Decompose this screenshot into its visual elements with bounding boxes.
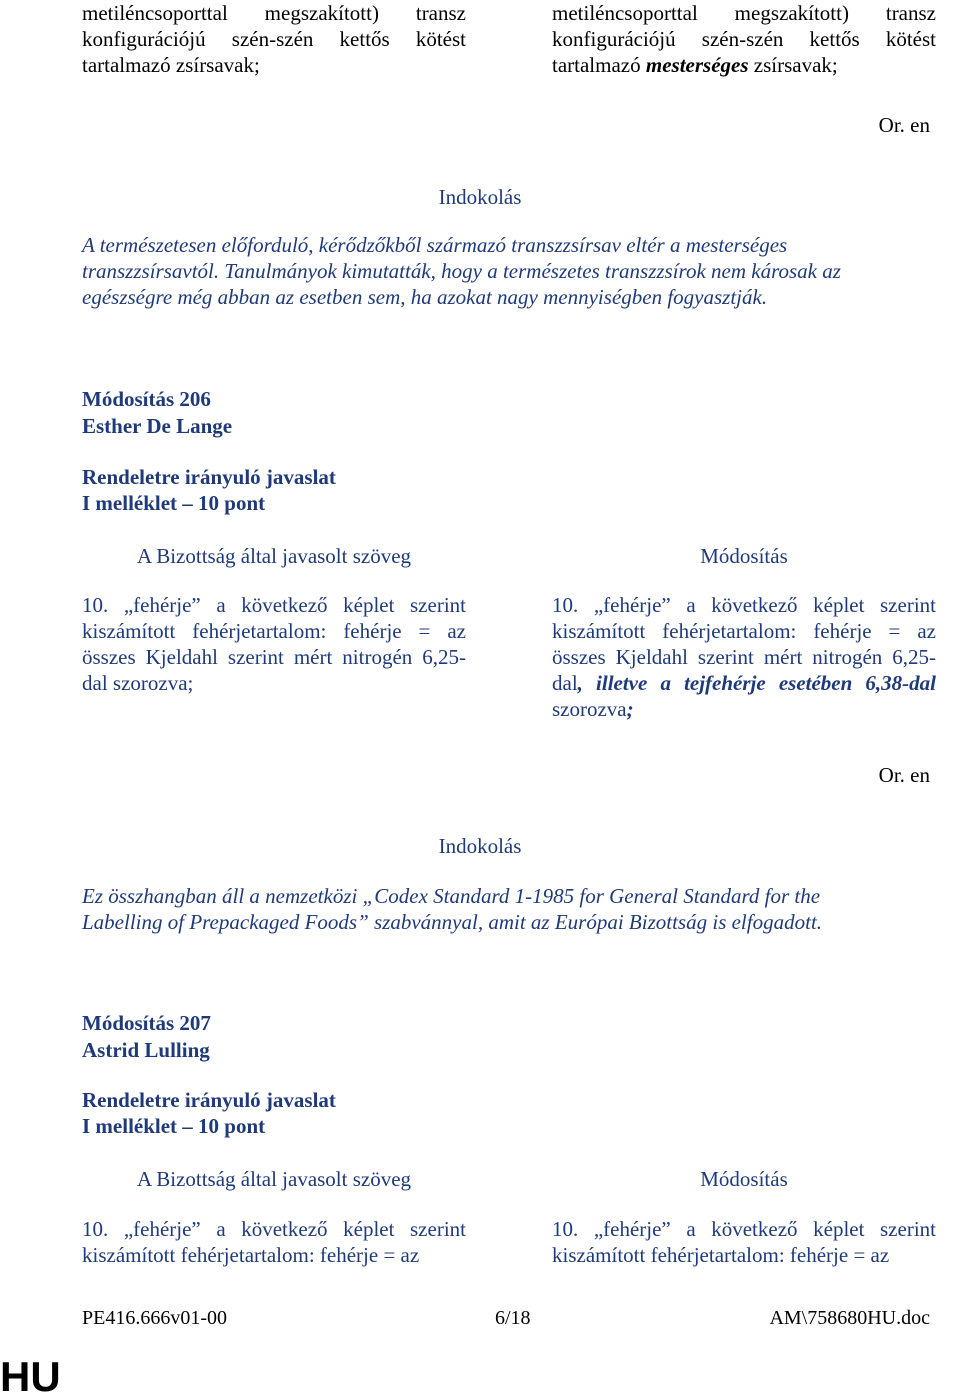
amendment-206-right-emphasis: , illetve a tejfehérje esetében 6,38-dal <box>577 671 936 695</box>
justification-heading-1: Indokolás <box>438 185 522 209</box>
amendment-206-reference: I melléklet – 10 pont <box>82 491 266 515</box>
footer-language-code: HU <box>0 1353 61 1400</box>
top-right-text <box>552 0 936 78</box>
amendment-207-author: Astrid Lulling <box>82 1038 210 1062</box>
original-language-2: Or. en <box>878 763 930 787</box>
amendment-207-col-left-head: A Bizottság által javasolt szöveg <box>136 1167 412 1191</box>
justification-heading-2: Indokolás <box>438 834 522 858</box>
amendment-206-right-text <box>552 592 936 722</box>
top-left-text: metiléncsoporttal megszakított) transz konfigurációjú szén-szén kettős kötést tartalmazó zsírsavak; <box>82 1 466 77</box>
amendment-206-col-right-head: Módosítás <box>700 544 788 568</box>
justification-text-1: A természetesen előforduló, kérődzőkből származó transzzsírsav eltér a mesterséges transzzsírsavtól. Tanulmányok kimutatták, hogy a természetes transzzsírok nem károsak az egészségre még abban az esetben sem, ha azokat nagy mennyiségben fogyasztják. <box>82 233 841 309</box>
amendment-206-right-end: ; <box>626 697 634 721</box>
footer-page-number: 6/18 <box>495 1307 531 1329</box>
amendment-207-reference: I melléklet – 10 pont <box>82 1114 266 1138</box>
original-language-1: Or. en <box>878 113 930 137</box>
amendment-207-proposal: Rendeletre irányuló javaslat <box>82 1088 336 1112</box>
amendment-206-right-pre: 10. „fehérje” a következő képlet szerint kiszámított fehérjetartalom: fehérje = az összes Kjeldahl szerint mért nitrogén 6,25-dal <box>552 593 936 695</box>
amendment-207-col-right-head: Módosítás <box>700 1167 788 1191</box>
amendment-206-col-left-head: A Bizottság által javasolt szöveg <box>136 544 412 568</box>
amendment-207-right-text: 10. „fehérje” a következő képlet szerint kiszámított fehérjetartalom: fehérje = az <box>552 1217 936 1267</box>
amendment-206-left-text: 10. „fehérje” a következő képlet szerint kiszámított fehérjetartalom: fehérje = az összes Kjeldahl szerint mért nitrogén 6,25-dal szorozva; <box>82 593 466 695</box>
amendment-207-title: Módosítás 207 <box>82 1011 211 1035</box>
justification-text-2: Ez összhangban áll a nemzetközi „Codex Standard 1-1985 for General Standard for the Labelling of Prepackaged Foods” szabvánnyal, amit az Európai Bizottság is elfogadott. <box>82 884 823 934</box>
amendment-207-left-text: 10. „fehérje” a következő képlet szerint kiszámított fehérjetartalom: fehérje = az <box>82 1217 466 1267</box>
amendment-206-author: Esther De Lange <box>82 414 233 438</box>
footer-doc-ref: PE416.666v01-00 <box>82 1307 227 1329</box>
amendment-206-right-post: szorozva <box>552 697 627 721</box>
footer-file-ref: AM\758680HU.doc <box>769 1307 930 1329</box>
top-right-text-post: zsírsavak; <box>748 53 838 77</box>
amendment-206-proposal: Rendeletre irányuló javaslat <box>82 465 336 489</box>
amendment-206-title: Módosítás 206 <box>82 387 211 411</box>
top-right-text-pre: metiléncsoporttal megszakított) transz konfigurációjú szén-szén kettős kötést tartalmazó <box>552 1 936 77</box>
top-right-text-emphasis: mesterséges <box>645 53 749 77</box>
